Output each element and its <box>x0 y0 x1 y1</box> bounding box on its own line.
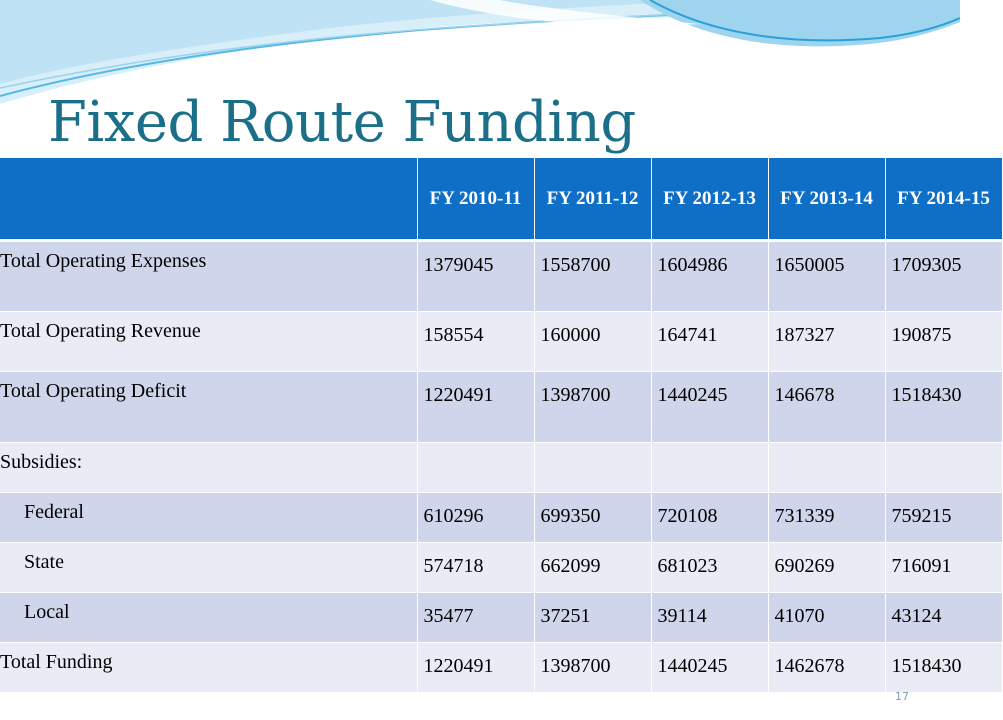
row-label: Total Operating Expenses <box>0 240 417 311</box>
funding-table <box>0 158 1003 693</box>
table-row-local <box>0 592 1002 642</box>
table-row-total-operating-expenses <box>0 240 1002 311</box>
cell-value <box>885 442 1002 492</box>
cell-value: 1398700 <box>534 371 651 442</box>
table-row-federal <box>0 492 1002 542</box>
cell-value: 1379045 <box>417 240 534 311</box>
table-row-subsidies <box>0 442 1002 492</box>
row-label: Local <box>0 592 417 642</box>
cell-value: 690269 <box>768 542 885 592</box>
row-label: Federal <box>0 492 417 542</box>
cell-value: 731339 <box>768 492 885 542</box>
funding-table-container <box>0 158 990 693</box>
header-cell-blank <box>0 158 417 240</box>
row-label: State <box>0 542 417 592</box>
cell-value: 1558700 <box>534 240 651 311</box>
cell-value: 1398700 <box>534 642 651 692</box>
cell-value: 1440245 <box>651 642 768 692</box>
cell-value: 1220491 <box>417 642 534 692</box>
row-label: Subsidies: <box>0 442 417 492</box>
cell-value: 1650005 <box>768 240 885 311</box>
row-label: Total Operating Revenue <box>0 311 417 371</box>
cell-value: 39114 <box>651 592 768 642</box>
row-label: Total Operating Deficit <box>0 371 417 442</box>
cell-value: 37251 <box>534 592 651 642</box>
slide-title: Fixed Route Funding <box>48 90 636 155</box>
cell-value: 662099 <box>534 542 651 592</box>
cell-value: 1709305 <box>885 240 1002 311</box>
cell-value: 160000 <box>534 311 651 371</box>
cell-value: 1518430 <box>885 371 1002 442</box>
header-cell-fy-2013-14: FY 2013-14 <box>768 158 885 240</box>
cell-value: 610296 <box>417 492 534 542</box>
header-cell-fy-2014-15: FY 2014-15 <box>885 158 1002 240</box>
cell-value: 158554 <box>417 311 534 371</box>
table-header <box>0 158 1002 240</box>
cell-value: 720108 <box>651 492 768 542</box>
cell-value <box>651 442 768 492</box>
cell-value: 716091 <box>885 542 1002 592</box>
cell-value <box>768 442 885 492</box>
cell-value: 1604986 <box>651 240 768 311</box>
cell-value: 1518430 <box>885 642 1002 692</box>
cell-value: 187327 <box>768 311 885 371</box>
header-cell-fy-2010-11: FY 2010-11 <box>417 158 534 240</box>
table-body <box>0 240 1002 692</box>
header-cell-fy-2012-13: FY 2012-13 <box>651 158 768 240</box>
table-row-total-funding <box>0 642 1002 692</box>
cell-value: 681023 <box>651 542 768 592</box>
cell-value: 164741 <box>651 311 768 371</box>
cell-value: 1440245 <box>651 371 768 442</box>
cell-value <box>417 442 534 492</box>
header-row <box>0 158 1002 240</box>
row-label: Total Funding <box>0 642 417 692</box>
table-row-total-operating-revenue <box>0 311 1002 371</box>
cell-value: 1220491 <box>417 371 534 442</box>
header-cell-fy-2011-12: FY 2011-12 <box>534 158 651 240</box>
cell-value: 1462678 <box>768 642 885 692</box>
table-row-state <box>0 542 1002 592</box>
cell-value: 759215 <box>885 492 1002 542</box>
table-row-total-operating-deficit <box>0 371 1002 442</box>
cell-value: 190875 <box>885 311 1002 371</box>
cell-value: 41070 <box>768 592 885 642</box>
cell-value: 146678 <box>768 371 885 442</box>
cell-value: 699350 <box>534 492 651 542</box>
cell-value <box>534 442 651 492</box>
cell-value: 43124 <box>885 592 1002 642</box>
cell-value: 574718 <box>417 542 534 592</box>
cell-value: 35477 <box>417 592 534 642</box>
page-number: 17 <box>895 690 909 703</box>
